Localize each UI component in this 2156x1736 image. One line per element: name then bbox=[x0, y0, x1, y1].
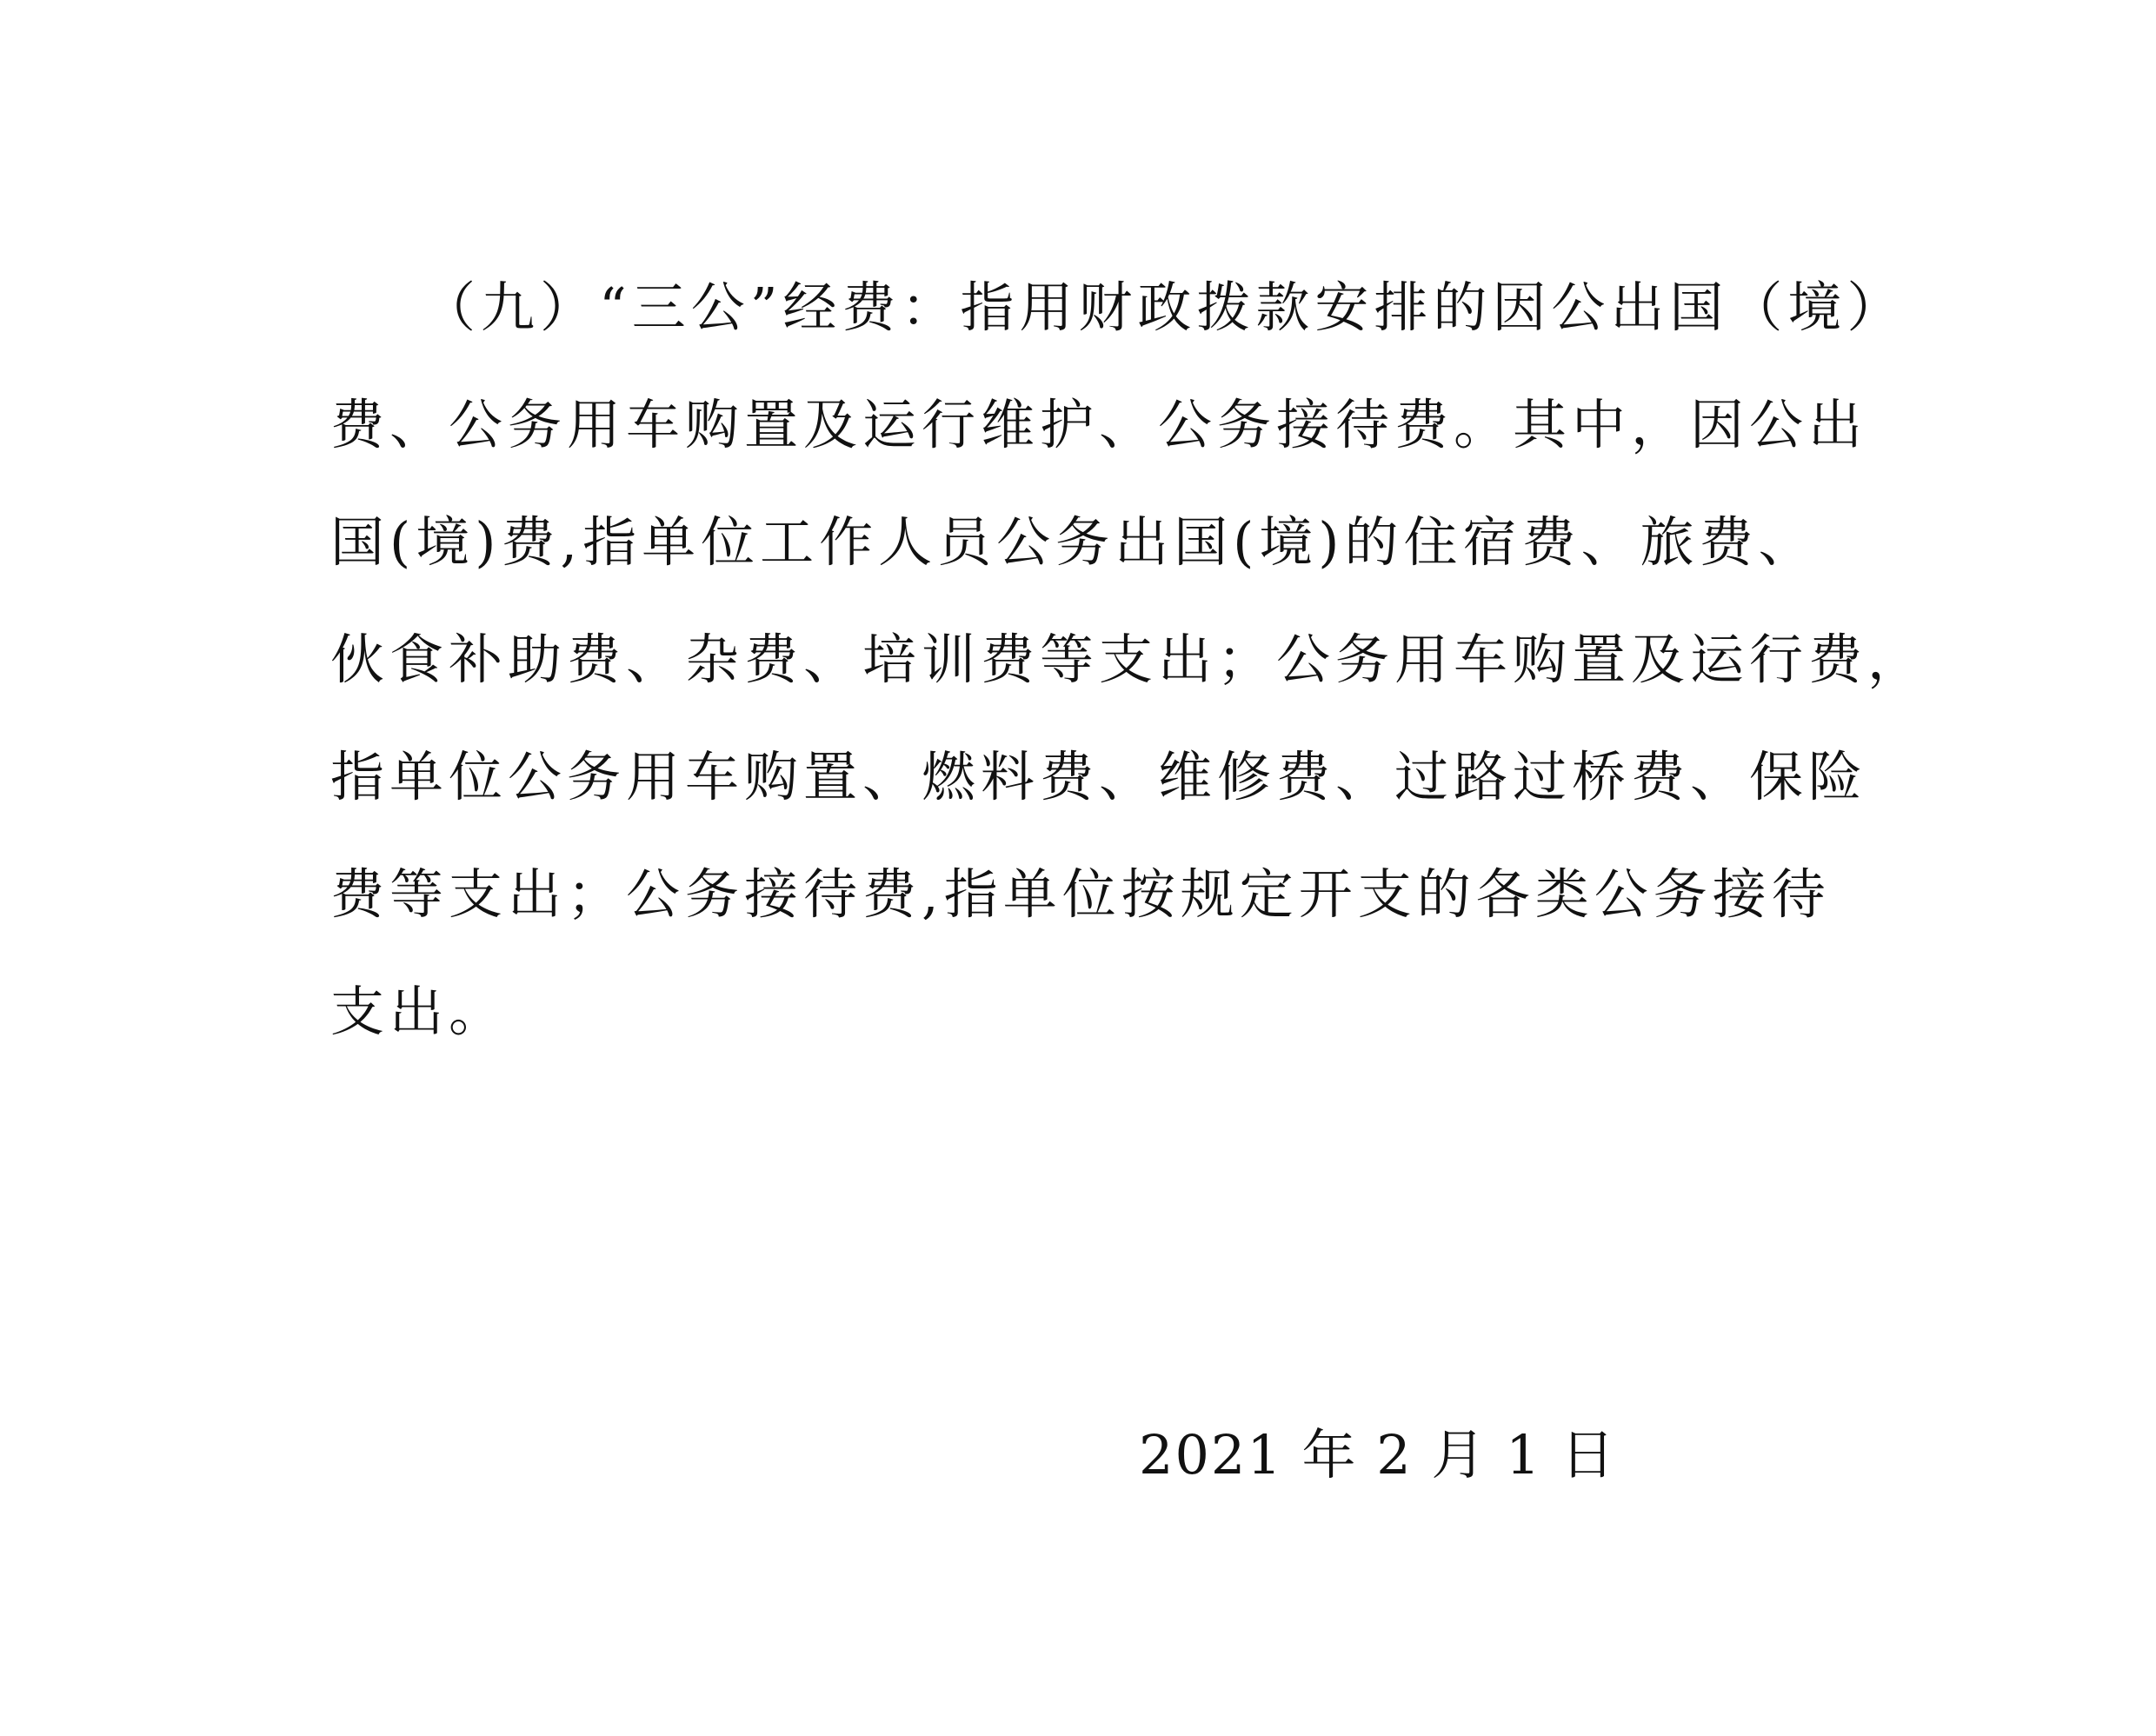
body-paragraph bbox=[330, 276, 1927, 1100]
paragraph-line-3: 国(境)费,指单位工作人员公务出国(境)的住宿费、旅费、 bbox=[330, 510, 1818, 574]
paragraph-line-5: 指单位公务用车购置、燃料费、维修费、过路过桥费、保险 bbox=[330, 745, 1868, 808]
document-date: 2021 年 2 月 1 日 bbox=[1139, 1423, 1617, 1487]
paragraph-line-1: （九）“三公”经费：指用财政拨款安排的因公出国（境） bbox=[330, 276, 1906, 339]
paragraph-line-4: 伙食补助费、杂费、培训费等支出；公务用车购置及运行费， bbox=[330, 628, 1927, 691]
paragraph-line-6: 费等支出；公务接待费,指单位按规定开支的各类公务接待 bbox=[330, 862, 1831, 926]
paragraph-line-2: 费、公务用车购置及运行维护、公务接待费。其中，因公出 bbox=[330, 393, 1868, 456]
paragraph-line-7: 支出。 bbox=[330, 980, 509, 1043]
